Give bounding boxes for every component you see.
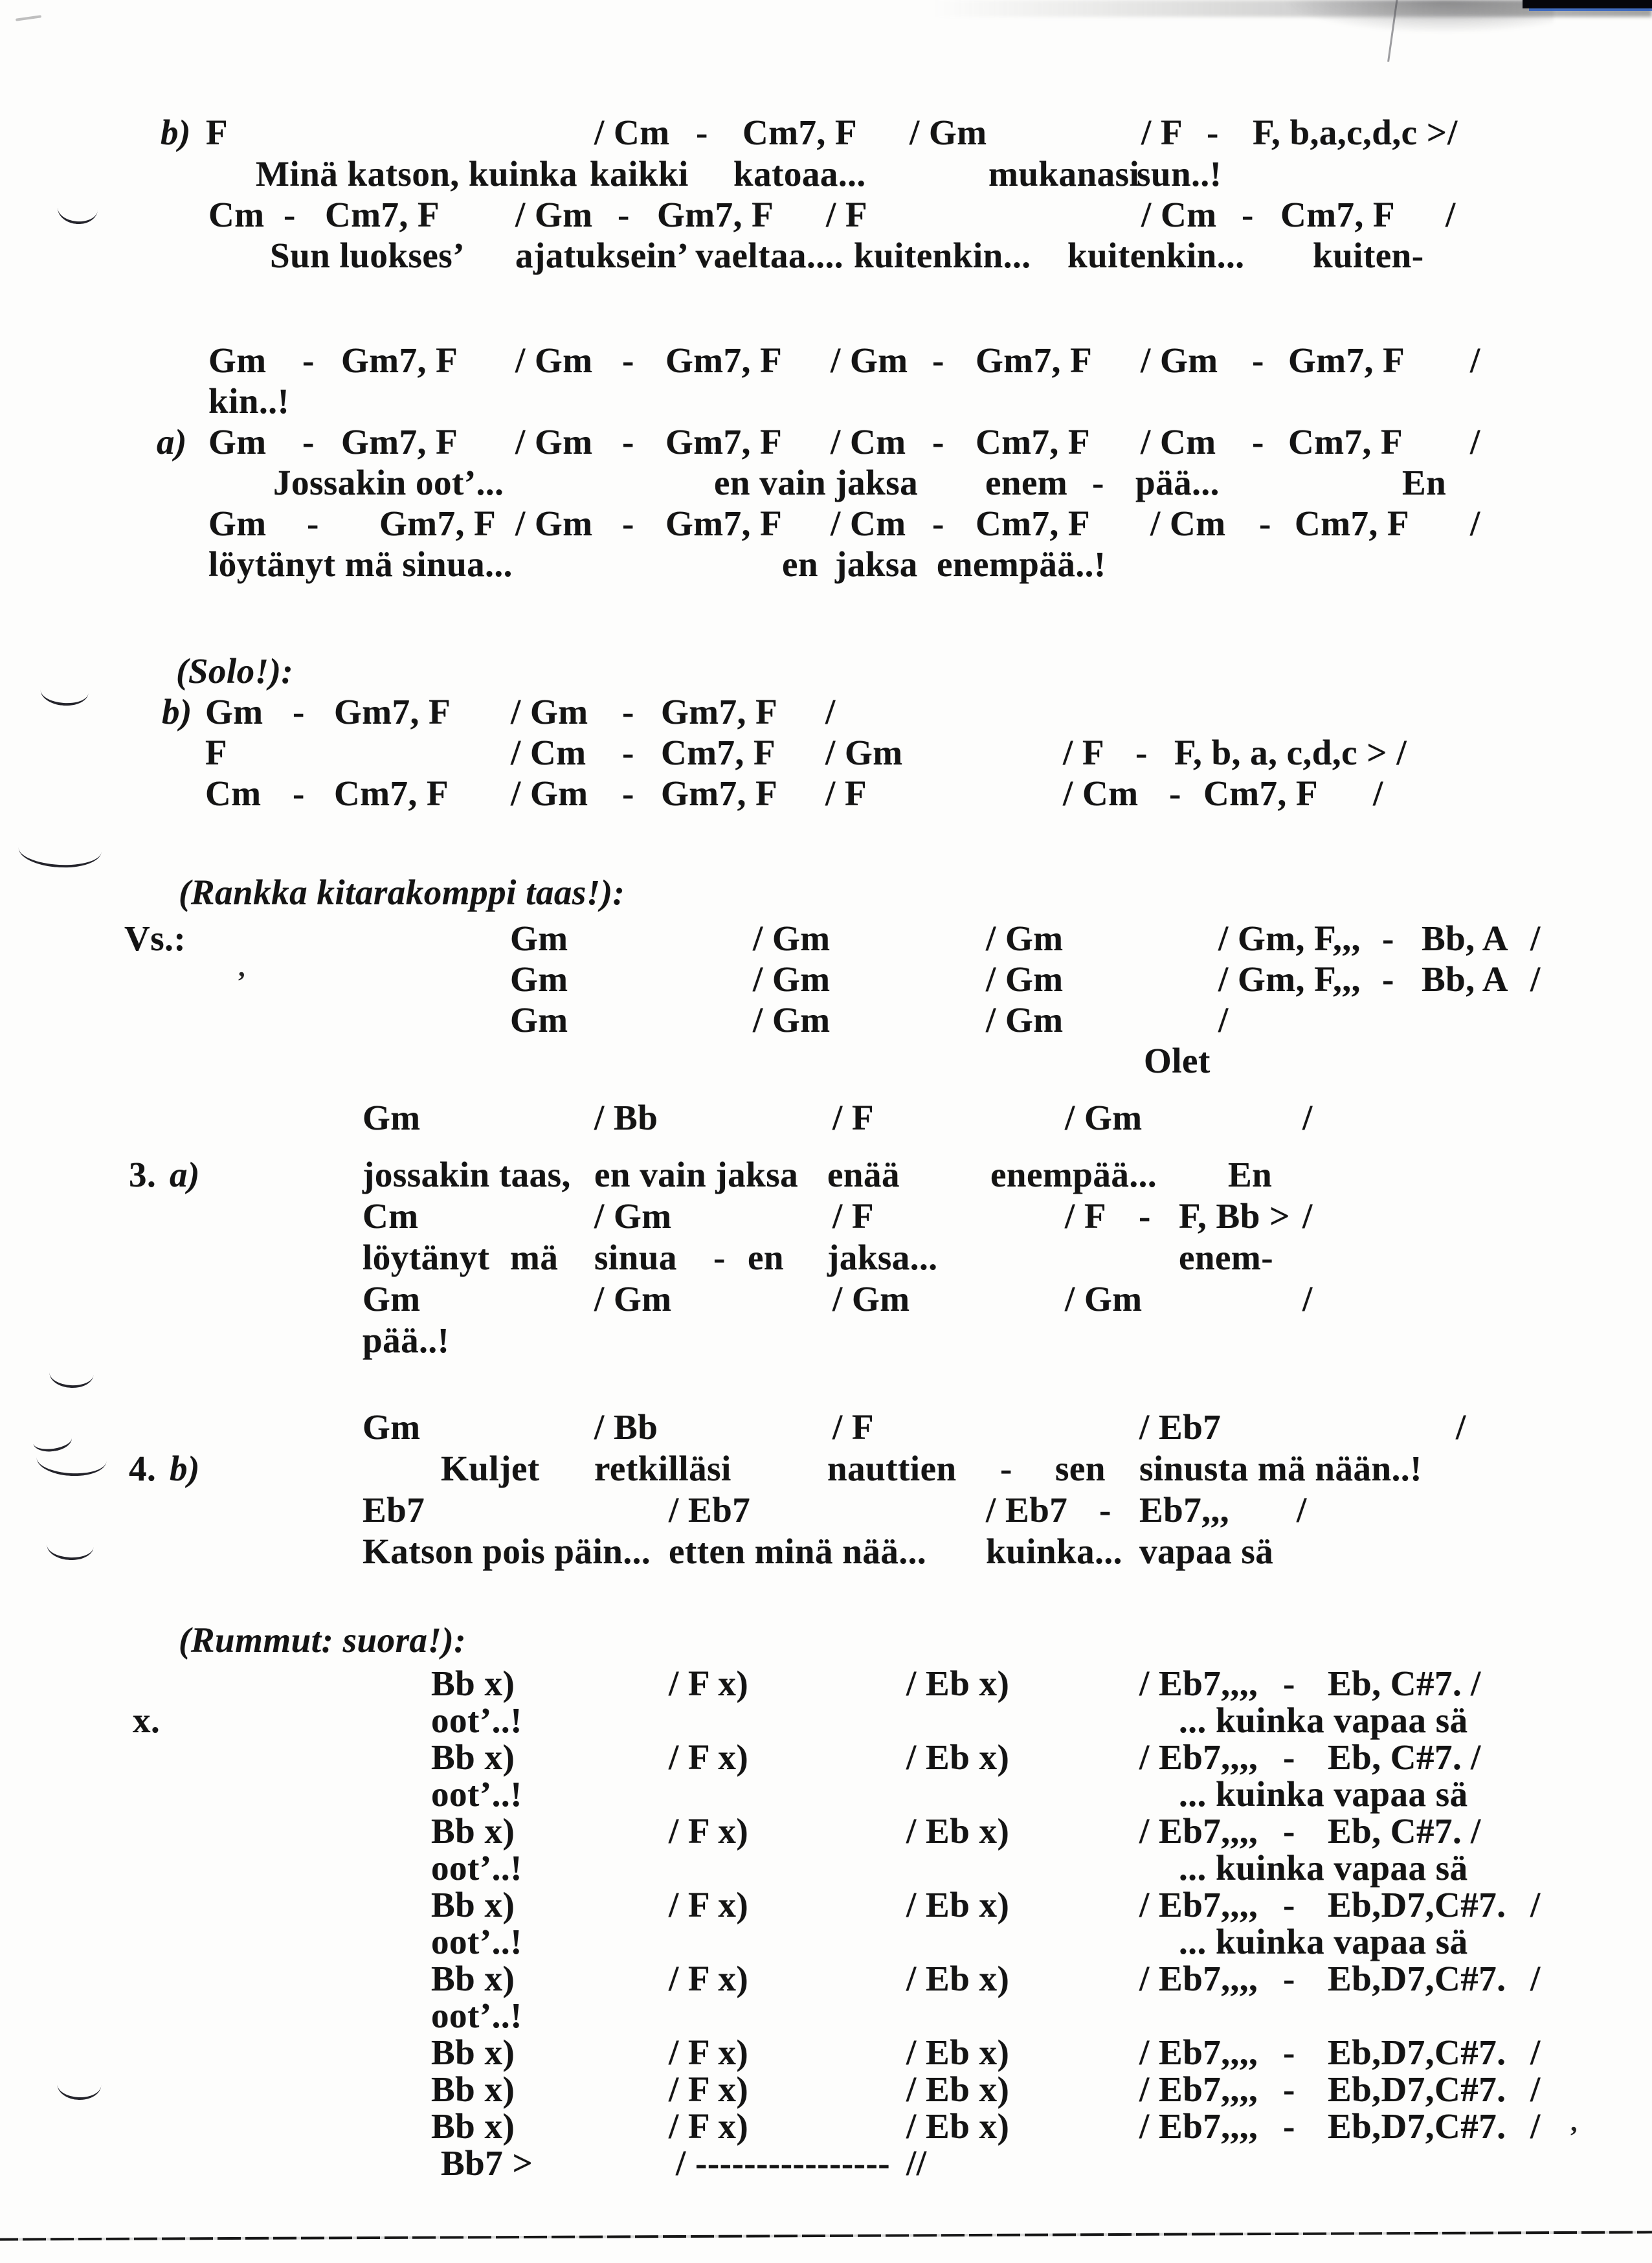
text-segment: / <box>1471 1811 1481 1851</box>
section-label: b) <box>162 692 192 731</box>
text-segment: / Bb <box>594 1407 658 1447</box>
text-segment: Cm <box>205 774 262 813</box>
section-header: (Rankka kitarakomppi taas!): <box>179 873 625 912</box>
text-segment: en vain jaksa <box>594 1155 799 1194</box>
text-segment: - <box>1000 1449 1012 1488</box>
text-segment: / Cm <box>831 504 906 543</box>
text-segment: ... kuinka vapaa sä <box>1179 1848 1468 1888</box>
text-segment: - <box>622 340 634 380</box>
text-segment: - <box>1252 422 1264 462</box>
text-segment: / Eb x) <box>906 2033 1010 2072</box>
pen-checkmark <box>56 205 98 225</box>
text-segment: sinusta mä nään..! <box>1139 1449 1422 1488</box>
text-segment: / <box>1530 959 1541 999</box>
text-segment: / <box>1471 1737 1481 1777</box>
text-segment: / <box>1470 504 1480 543</box>
text-segment: / Gm, F,,, <box>1218 919 1361 958</box>
pen-checkmark <box>36 1456 106 1478</box>
text-segment: / F x) <box>669 2033 749 2072</box>
text-segment: / <box>825 692 836 731</box>
text-segment: sun..! <box>1137 154 1222 194</box>
text-segment: Olet <box>1144 1041 1211 1080</box>
text-segment: / Gm <box>753 1000 831 1040</box>
text-segment: / Cm <box>1150 504 1226 543</box>
text-segment: Gm7, F <box>1288 340 1405 380</box>
text-segment: Bb x) <box>431 1811 515 1851</box>
text-segment: jaksa <box>835 544 918 584</box>
text-segment: x. <box>133 1700 161 1740</box>
text-segment: Jossakin oot’... <box>273 463 504 502</box>
text-segment: Kuljet <box>441 1449 540 1488</box>
text-segment: F <box>205 733 228 772</box>
text-segment: En <box>1402 463 1447 502</box>
text-segment: - <box>713 1238 726 1277</box>
text-segment: F <box>206 113 229 152</box>
text-segment: Cm <box>208 195 265 234</box>
text-segment: Cm7, F <box>1280 195 1396 234</box>
text-segment: / F <box>826 195 868 234</box>
text-segment: - <box>1259 504 1271 543</box>
text-segment: - <box>1283 2069 1295 2109</box>
text-segment: jaksa... <box>827 1238 938 1277</box>
text-segment: / F <box>1063 733 1105 772</box>
text-segment: Gm7, F <box>665 504 783 543</box>
text-segment: / Eb7,,,, <box>1139 1811 1258 1851</box>
text-segment: / Cm <box>594 113 670 152</box>
text-segment: / Gm <box>753 959 831 999</box>
text-segment: ... kuinka vapaa sä <box>1179 1922 1468 1961</box>
text-segment: Gm <box>363 1279 421 1319</box>
text-segment: - <box>622 422 634 462</box>
text-segment: - <box>622 733 634 772</box>
text-segment: / Gm <box>825 733 903 772</box>
text-segment: ajatuksein’ vaeltaa.... <box>515 236 843 275</box>
scan-blue-line <box>1529 8 1652 11</box>
text-segment: / Eb7 <box>986 1490 1068 1530</box>
text-segment: - <box>1283 1811 1295 1851</box>
text-segment: / <box>1471 1664 1481 1703</box>
text-segment: / Eb x) <box>906 2069 1010 2109</box>
text-segment: / F x) <box>669 2069 749 2109</box>
text-segment: löytänyt mä sinua... <box>208 544 513 584</box>
text-segment: Cm7, F <box>325 195 440 234</box>
text-segment: Gm7, F <box>665 422 783 462</box>
text-segment: / Cm <box>1141 422 1216 462</box>
text-segment: / Eb x) <box>906 1885 1010 1924</box>
pen-checkmark <box>39 688 88 707</box>
text-segment: - <box>1242 195 1254 234</box>
text-segment: kuiten- <box>1313 236 1424 275</box>
text-segment: - <box>302 340 315 380</box>
text-segment: / Eb7 <box>669 1490 751 1530</box>
text-segment: / Gm, F,,, <box>1218 959 1361 999</box>
text-segment: / <box>1297 1490 1307 1530</box>
text-segment: Eb,D7,C#7. <box>1328 2033 1506 2072</box>
text-segment: kuinka... <box>986 1532 1122 1571</box>
text-segment: Bb x) <box>431 1885 515 1924</box>
text-segment: / Gm <box>832 1279 910 1319</box>
text-segment: / Gm <box>986 1000 1064 1040</box>
section-header: (Rummut: suora!): <box>179 1620 467 1660</box>
pen-checkmark <box>46 1543 93 1561</box>
text-segment: löytänyt <box>363 1238 490 1277</box>
text-segment: / F x) <box>669 1664 749 1703</box>
text-segment: / <box>1218 1000 1229 1040</box>
section-label: a) <box>157 422 187 462</box>
text-segment: Eb,D7,C#7. <box>1328 1885 1506 1924</box>
text-segment: Cm7, F <box>976 504 1091 543</box>
text-segment: en vain jaksa <box>714 463 919 502</box>
text-segment: Gm <box>510 1000 568 1040</box>
text-segment: / F x) <box>669 1959 749 1998</box>
text-segment: / Gm <box>511 774 588 813</box>
text-segment: / Gm <box>594 1196 672 1236</box>
text-segment: katoaa... <box>733 154 866 194</box>
text-segment: Eb, C#7. <box>1328 1737 1462 1777</box>
text-segment: Gm7, F <box>379 504 497 543</box>
text-segment: mä <box>510 1238 559 1277</box>
text-segment: kuitenkin... <box>1067 236 1245 275</box>
text-segment: / Eb x) <box>906 2106 1010 2146</box>
text-segment: / Cm <box>511 733 586 772</box>
text-segment: / <box>1530 1959 1541 1998</box>
section-label: b) <box>161 113 191 152</box>
text-segment: En <box>1228 1155 1273 1194</box>
text-segment: Eb,D7,C#7. <box>1328 2106 1506 2146</box>
text-segment: enempää..! <box>937 544 1106 584</box>
text-segment: / <box>1530 2106 1541 2146</box>
text-segment: / Gm <box>831 340 908 380</box>
text-segment: enää <box>827 1155 900 1194</box>
text-segment: Bb x) <box>431 1959 515 1998</box>
pen-checkmark <box>33 1437 73 1454</box>
text-segment: - <box>293 692 305 731</box>
text-segment: enem- <box>1179 1238 1274 1277</box>
text-segment: Eb7 <box>363 1490 425 1530</box>
text-segment: / Cm <box>1141 195 1217 234</box>
text-segment: Bb x) <box>431 2069 515 2109</box>
text-segment: / F x) <box>669 1885 749 1924</box>
text-segment: F, b, a, c,d,c > / <box>1174 733 1407 772</box>
text-segment: - <box>1283 2106 1295 2146</box>
text-segment: en <box>782 544 818 584</box>
text-segment: / Gm <box>594 1279 672 1319</box>
section-label: a) <box>170 1155 200 1194</box>
section-label: b) <box>170 1449 200 1488</box>
text-segment: kin..! <box>208 381 290 421</box>
text-segment: / F <box>1065 1196 1107 1236</box>
text-segment: 3. <box>129 1155 157 1194</box>
text-segment: Bb x) <box>431 1664 515 1703</box>
text-segment: Cm7, F <box>661 733 776 772</box>
text-segment: jossakin taas, <box>363 1155 571 1194</box>
text-segment: / <box>1530 919 1541 958</box>
text-segment: - <box>1382 919 1394 958</box>
text-segment: Gm7, F <box>341 340 458 380</box>
text-segment: / Eb7,,,, <box>1139 1885 1258 1924</box>
text-segment: - <box>1135 733 1148 772</box>
text-segment: Gm7, F <box>661 692 778 731</box>
text-segment: - <box>1207 113 1219 152</box>
text-segment: Cm7, F <box>976 422 1091 462</box>
text-segment: - <box>622 692 634 731</box>
pen-checkmark <box>49 1371 93 1389</box>
text-segment: Gm7, F <box>657 195 774 234</box>
scan-black-bar <box>1523 0 1652 8</box>
text-segment: / <box>1446 195 1456 234</box>
text-segment: Gm <box>205 692 263 731</box>
text-segment: / <box>1530 2069 1541 2109</box>
text-segment: oot’..! <box>431 1700 522 1740</box>
text-segment: / <box>1302 1098 1313 1137</box>
text-segment: Gm7, F <box>341 422 458 462</box>
text-segment: / F x) <box>669 1811 749 1851</box>
text-segment: Bb7 > <box>441 2143 533 2183</box>
text-segment: Eb,D7,C#7. <box>1328 2069 1506 2109</box>
text-segment: / F <box>1141 113 1183 152</box>
text-segment: - <box>1092 463 1104 502</box>
text-segment: Eb7,,, <box>1139 1490 1230 1530</box>
text-segment: F, b,a,c,d,c > <box>1253 113 1447 152</box>
text-segment: sinua <box>594 1238 677 1277</box>
text-segment: - <box>932 504 944 543</box>
text-segment: / Gm <box>986 959 1064 999</box>
text-segment: Gm <box>510 919 568 958</box>
scan-smudge-top-2 <box>1282 0 1554 34</box>
text-segment: retkilläsi <box>594 1449 731 1488</box>
text-segment: - <box>932 340 944 380</box>
text-segment: - <box>1252 340 1264 380</box>
text-segment: Gm <box>208 340 267 380</box>
text-segment: Bb x) <box>431 1737 515 1777</box>
text-segment: / <box>1373 774 1383 813</box>
text-segment: oot’..! <box>431 1848 522 1888</box>
text-segment: / <box>1447 113 1458 152</box>
text-segment: Cm <box>363 1196 419 1236</box>
text-segment: Gm <box>363 1098 421 1137</box>
text-segment: vapaa sä <box>1139 1532 1274 1571</box>
text-segment: / Cm <box>1063 774 1139 813</box>
text-segment: Gm <box>510 959 568 999</box>
text-segment: etten minä nää... <box>669 1532 927 1571</box>
pen-checkmark <box>57 2082 102 2101</box>
text-segment: Bb, A <box>1422 919 1508 958</box>
text-segment: Eb, C#7. <box>1328 1664 1462 1703</box>
section-header: (Solo!): <box>176 651 294 691</box>
text-segment: enempää... <box>990 1155 1157 1194</box>
text-segment: en <box>748 1238 784 1277</box>
text-segment: - <box>1283 1737 1295 1777</box>
text-segment: / Gm <box>1065 1098 1143 1137</box>
text-segment: - <box>696 113 708 152</box>
text-segment: oot’..! <box>431 1922 522 1961</box>
text-segment: ... kuinka vapaa sä <box>1179 1774 1468 1814</box>
text-segment: / <box>1530 2033 1541 2072</box>
ink-speck: ’ <box>237 967 246 997</box>
text-segment: pää..! <box>363 1321 450 1360</box>
text-segment: / <box>1530 1885 1541 1924</box>
scan-bottom-rule <box>0 2231 1652 2240</box>
text-segment: Cm7, F <box>1288 422 1403 462</box>
text-segment: / Gm <box>515 504 593 543</box>
text-segment: / <box>1470 422 1480 462</box>
text-segment: - <box>1139 1196 1151 1236</box>
text-segment: - <box>284 195 296 234</box>
text-segment: - <box>293 774 305 813</box>
text-segment: - <box>1283 1885 1295 1924</box>
text-segment: / F <box>832 1407 875 1447</box>
text-segment: Bb, A <box>1422 959 1508 999</box>
text-segment: mukanasi <box>988 154 1140 194</box>
text-segment: Sun luokses’ <box>270 236 465 275</box>
text-segment: kaikki <box>590 154 689 194</box>
text-segment: 4. <box>129 1449 157 1488</box>
text-segment: - <box>1382 959 1394 999</box>
pen-checkmark <box>17 846 101 870</box>
text-segment: oot’..! <box>431 1774 522 1814</box>
text-segment: Vs.: <box>124 919 186 958</box>
text-segment: / F <box>825 774 867 813</box>
text-segment: / Eb7 <box>1139 1407 1222 1447</box>
text-segment: - <box>1283 2033 1295 2072</box>
text-segment: Eb,D7,C#7. <box>1328 1959 1506 1998</box>
text-segment: / Eb7,,,, <box>1139 2106 1258 2146</box>
text-segment: / Eb7,,,, <box>1139 1737 1258 1777</box>
text-segment: F, Bb > <box>1179 1196 1290 1236</box>
text-segment: - <box>1169 774 1181 813</box>
text-segment: Gm7, F <box>665 340 783 380</box>
text-segment: / Bb <box>594 1098 658 1137</box>
text-segment: Gm <box>208 504 267 543</box>
text-segment: oot’..! <box>431 1996 522 2035</box>
text-segment: / Eb7,,,, <box>1139 2033 1258 2072</box>
text-segment: Gm <box>363 1407 421 1447</box>
text-segment: Cm7, F <box>742 113 858 152</box>
text-segment: sen <box>1055 1449 1106 1488</box>
text-segment: / ---------------- <box>676 2143 891 2183</box>
text-segment: Gm7, F <box>976 340 1093 380</box>
text-segment: - <box>618 195 630 234</box>
text-segment: Bb x) <box>431 2033 515 2072</box>
text-segment: - <box>622 504 634 543</box>
text-segment: - <box>622 774 634 813</box>
text-segment: // <box>906 2143 927 2183</box>
text-segment: Cm7, F <box>1295 504 1410 543</box>
text-segment: / Gm <box>515 195 593 234</box>
text-segment: Cm7, F <box>334 774 449 813</box>
text-segment: / Eb x) <box>906 1664 1010 1703</box>
text-segment: / Eb7,,,, <box>1139 2069 1258 2109</box>
text-segment: / Gm <box>515 340 593 380</box>
text-segment: - <box>932 422 944 462</box>
text-segment: / Eb x) <box>906 1959 1010 1998</box>
text-segment: / Eb x) <box>906 1737 1010 1777</box>
ink-speck: ’ <box>1569 2122 1578 2152</box>
text-segment: / <box>1302 1279 1313 1319</box>
text-segment: / Gm <box>1065 1279 1143 1319</box>
text-segment: nauttien <box>827 1449 957 1488</box>
text-segment: / <box>1470 340 1480 380</box>
text-segment: Gm7, F <box>661 774 778 813</box>
text-segment: / Eb7,,,, <box>1139 1959 1258 1998</box>
text-segment: / Gm <box>511 692 588 731</box>
text-segment: / Eb x) <box>906 1811 1010 1851</box>
text-segment: / F <box>832 1098 875 1137</box>
text-segment: / Gm <box>910 113 987 152</box>
text-segment: pää... <box>1135 463 1220 502</box>
text-segment: ... kuinka vapaa sä <box>1179 1700 1468 1740</box>
text-segment: - <box>307 504 319 543</box>
text-segment: Gm7, F <box>334 692 451 731</box>
text-segment: / Cm <box>831 422 906 462</box>
text-segment: / F x) <box>669 1737 749 1777</box>
scan-faint-dash <box>16 15 41 21</box>
text-segment: / Gm <box>515 422 593 462</box>
text-segment: kuitenkin... <box>854 236 1031 275</box>
text-segment: - <box>1283 1664 1295 1703</box>
text-segment: / Gm <box>753 919 831 958</box>
text-segment: - <box>302 422 315 462</box>
text-segment: - <box>1283 1959 1295 1998</box>
text-segment: / Gm <box>1141 340 1218 380</box>
text-segment: Katson pois päin... <box>363 1532 651 1571</box>
text-segment: Gm <box>208 422 267 462</box>
text-segment: / F <box>832 1196 875 1236</box>
text-segment: enem <box>985 463 1068 502</box>
text-segment: / Eb7,,,, <box>1139 1664 1258 1703</box>
text-segment: / Gm <box>986 919 1064 958</box>
text-segment: / <box>1302 1196 1313 1236</box>
text-segment: Cm7, F <box>1203 774 1319 813</box>
text-segment: Bb x) <box>431 2106 515 2146</box>
text-segment: Minä katson, kuinka <box>256 154 578 194</box>
text-segment: / F x) <box>669 2106 749 2146</box>
text-segment: - <box>1099 1490 1111 1530</box>
text-segment: Eb, C#7. <box>1328 1811 1462 1851</box>
text-segment: / <box>1456 1407 1466 1447</box>
